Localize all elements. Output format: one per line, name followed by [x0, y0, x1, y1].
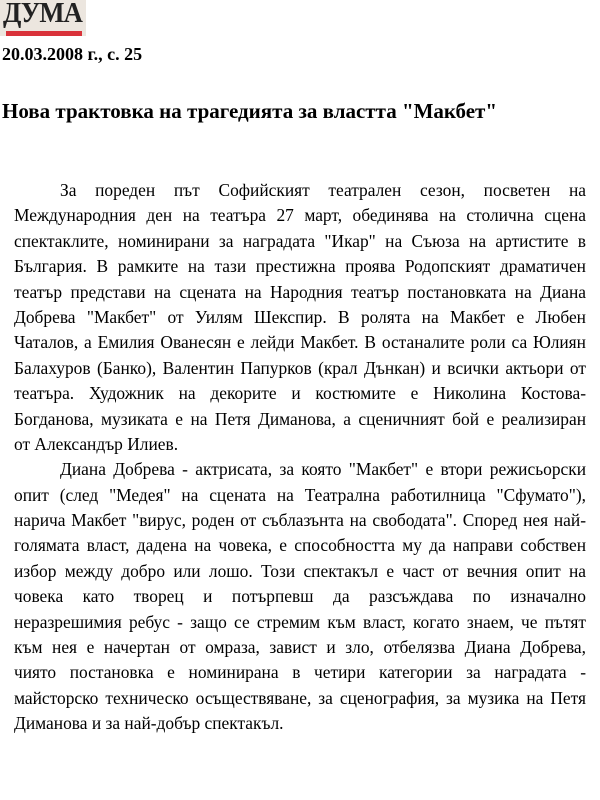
text-line: театъра. Художник на декорите и костюмите е Николина Костова-: [14, 383, 586, 404]
logo-red-bar: [6, 31, 82, 36]
text-line: чиято постановка е номинирана в четири категории за наградата -: [14, 662, 586, 683]
article-paragraph: [14, 178, 586, 457]
text-line: майсторско техническо осъществяване, за сценография, за музика на Петя: [14, 687, 586, 708]
text-line: голямата власт, дадена на човека, е способността му да направи собствен: [14, 535, 586, 556]
text-line: Добрева "Макбет" от Уилям Шекспир. В ролята на Макбет е Любен: [14, 306, 586, 327]
text-line: За пореден път Софийският театрален сезон, посветен на: [60, 180, 586, 200]
article-body: [14, 178, 586, 737]
text-line: България. В рамките на тази престижна проява Родопският драматичен: [14, 256, 586, 277]
article-title: Нова трактовка на трагедията за властта "Макбет": [2, 99, 498, 123]
text-line: избор между добро или лошо. Този спектакъл е част от вечния опит на: [14, 560, 586, 581]
text-line: Международния ден на театъра 27 март, обединява на столична сцена: [14, 205, 586, 226]
text-line: опит (след "Медея" на сцената на Театрална работилница "Сфумато"),: [14, 484, 586, 505]
text-line: от Александър Илиев.: [14, 433, 179, 454]
text-line: Диана Добрева - актрисата, за която "Макбет" е втори режисьорски: [60, 459, 586, 480]
text-line: Диманова и за най-добър спектакъл.: [14, 713, 284, 734]
text-line: Богданова, музиката е на Петя Диманова, а сценичният бой е реализиран: [14, 408, 586, 429]
text-line: към нея е начертан от омраза, завист и зло, отбелязва Диана Добрева,: [14, 637, 586, 658]
article-paragraph: [14, 457, 586, 736]
text-line: спектаклите, номинирани за наградата "Икар" на Съюза на артистите в: [14, 230, 586, 251]
text-line: нарича Макбет "вирус, роден от съблазънта на свободата". Според нея най-: [14, 510, 586, 531]
logo-text: ДУМА: [3, 0, 83, 29]
text-line: човека като творец и потърпевш да разсъждава по изначално: [14, 586, 586, 607]
text-line: Чаталов, а Емилия Ованесян е лейди Макбет. В останалите роли са Юлиян: [14, 332, 586, 353]
newspaper-logo: [0, 0, 86, 36]
publication-date: 20.03.2008 г., с. 25: [2, 44, 143, 64]
text-line: театър представи на сцената на Народния театър постановката на Диана: [14, 281, 586, 302]
text-line: неразрешимия ребус - защо се стремим към власт, когато знаем, че пътят: [14, 611, 586, 632]
text-line: Балахуров (Банко), Валентин Папурков (крал Дънкан) и всички актьори от: [14, 357, 586, 378]
